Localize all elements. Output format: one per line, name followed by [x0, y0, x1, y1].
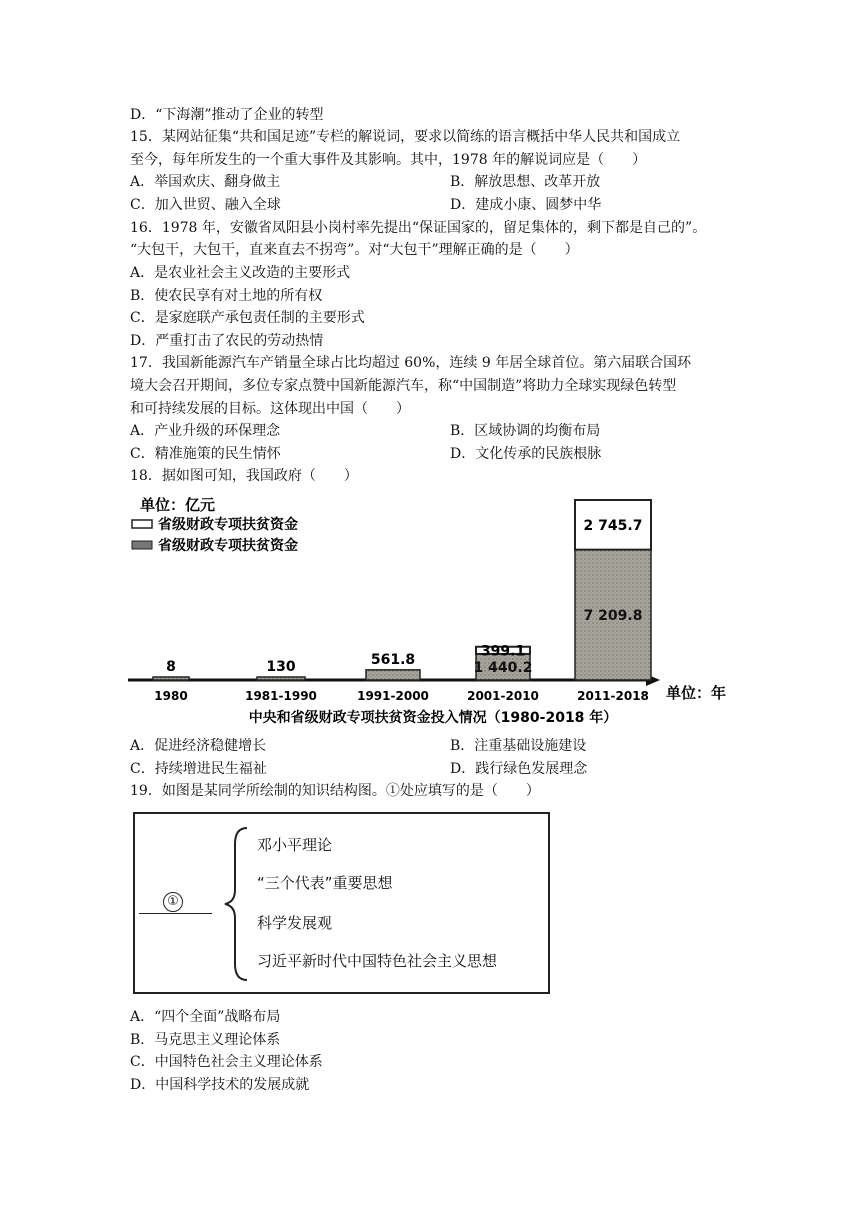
q15-stem-line2: 至今，每年所发生的一个重大事件及其影响。其中，1978 年的解说词应是（ ）	[130, 152, 647, 168]
q17-option-c: C．精准施策的民生情怀	[130, 446, 281, 462]
q15-stem-line1: 15．某网站征集“共和国足迹”专栏的解说词，要求以简练的语言概括中华人民共和国成立	[130, 129, 681, 145]
tick-label-4: 2011-2018	[577, 689, 649, 703]
q15-option-c: C．加入世贸、融入全球	[130, 197, 281, 213]
q14-option-d: D．“下海潮”推动了企业的转型	[130, 107, 324, 123]
data-label-gray-3: 1 440.2	[473, 659, 533, 676]
knowledge-structure-diagram	[133, 812, 550, 994]
legend-label-gray: 省级财政专项扶贫资金	[158, 538, 298, 554]
bar-gray-1	[257, 677, 305, 680]
q17-stem-line3: 和可持续发展的目标。这体现出中国（ ）	[130, 401, 410, 417]
tick-label-0: 1980	[154, 689, 188, 703]
q17-stem-line2: 境大会召开期间，多位专家点赞中国新能源汽车，称“中国制造”将助力全球实现绿色转型	[130, 378, 677, 394]
q17-stem-line1: 17．我国新能源汽车产销量全球占比均超过 60%，连续 9 年居全球首位。第六届联合国环	[130, 355, 692, 371]
q19-option-a: A．“四个全面”战略布局	[130, 1009, 281, 1025]
q16-option-a: A．是农业社会主义改造的主要形式	[130, 265, 351, 281]
diagram-item-3: 科学发展观	[257, 914, 333, 932]
q18-option-a: A．促进经济稳健增长	[130, 738, 267, 754]
q17-option-b: B．区域协调的均衡布局	[450, 423, 601, 439]
q16-option-c: C．是家庭联产承包责任制的主要形式	[130, 310, 365, 326]
chart-title: 中央和省级财政专项扶贫资金投入情况（1980-2018 年）	[248, 710, 618, 726]
q19-option-d: D．中国科学技术的发展成就	[130, 1077, 310, 1093]
q19-option-c: C．中国特色社会主义理论体系	[130, 1054, 323, 1070]
bar-gray-2	[366, 670, 420, 680]
diagram-item-1: 邓小平理论	[257, 836, 333, 854]
q18-option-b: B．注重基础设施建设	[450, 738, 587, 754]
q18-stem: 18．据如图可知，我国政府（ ）	[130, 468, 358, 484]
data-label-white-4: 2 745.7	[583, 517, 643, 534]
q16-stem-line1: 16．1978 年，安徽省凤阳县小岗村率先提出“保证国家的，留足集体的，剩下都是自己的”。	[130, 220, 707, 236]
bar-gray-0	[153, 677, 189, 680]
blank-line	[139, 913, 212, 914]
diagram-item-2: “三个代表”重要思想	[257, 874, 393, 892]
legend-label-white: 省级财政专项扶贫资金	[158, 517, 298, 533]
q19-stem: 19．如图是某同学所绘制的知识结构图。①处应填写的是（ ）	[130, 783, 540, 799]
data-label-gray-4: 7 209.8	[583, 607, 643, 624]
q17-option-d: D．文化传承的民族根脉	[450, 446, 602, 462]
q16-option-b: B．使农民享有对土地的所有权	[130, 288, 323, 304]
tick-label-3: 2001-2010	[467, 689, 539, 703]
data-label-white-3: 399.1	[480, 643, 526, 660]
q16-option-d: D．严重打击了农民的劳动热情	[130, 333, 324, 349]
q15-option-d: D．建成小康、圆梦中华	[450, 197, 602, 213]
q15-option-a: A．举国欢庆、翻身做主	[130, 174, 281, 190]
data-label-gray-2: 561.8	[370, 651, 416, 668]
q19-option-b: B．马克思主义理论体系	[130, 1032, 281, 1048]
data-label-gray-0: 8	[166, 659, 176, 675]
legend-swatch-gray	[132, 541, 152, 549]
tick-label-1: 1981-1990	[245, 689, 317, 703]
diagram-item-4: 习近平新时代中国特色社会主义思想	[257, 952, 498, 970]
unit-label: 单位：亿元	[140, 496, 216, 514]
x-axis-label: 单位：年	[666, 684, 727, 702]
poverty-funds-chart	[128, 490, 738, 730]
q18-option-c: C．持续增进民生福祉	[130, 761, 267, 777]
brace-icon	[223, 824, 253, 984]
blank-marker: ①	[163, 892, 183, 912]
q18-option-d: D．践行绿色发展理念	[450, 761, 588, 777]
q15-option-b: B．解放思想、改革开放	[450, 174, 601, 190]
data-label-gray-1: 130	[266, 659, 296, 675]
legend-swatch-white	[132, 520, 152, 528]
q17-option-a: A．产业升级的环保理念	[130, 423, 281, 439]
tick-label-2: 1991-2000	[357, 689, 429, 703]
q16-stem-line2: “大包干，大包干，直来直去不拐弯”。对“大包干”理解正确的是（ ）	[130, 242, 579, 258]
